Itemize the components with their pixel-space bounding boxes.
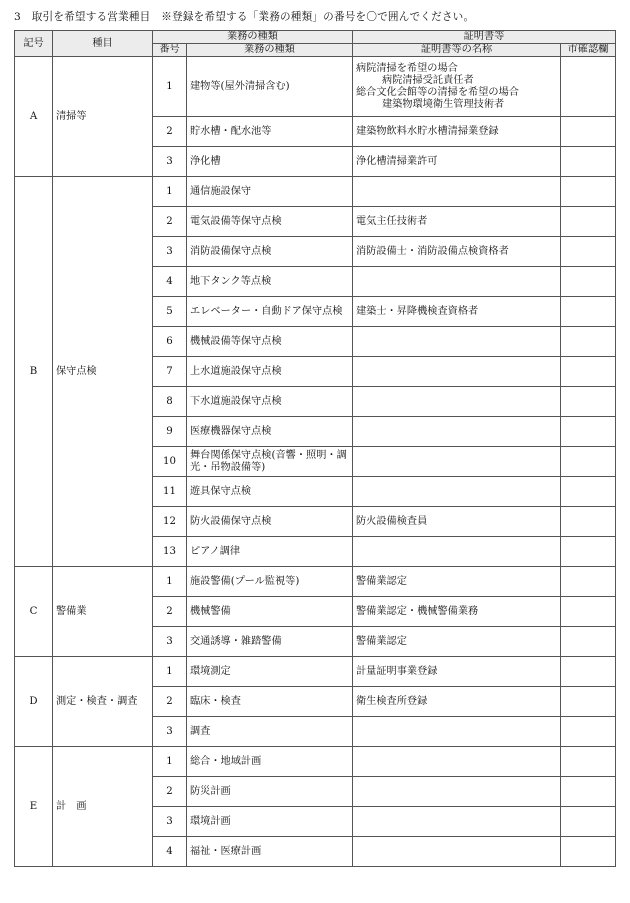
item-number[interactable]: 12 [153, 507, 187, 537]
header-number: 番号 [153, 44, 187, 57]
certificate-line: 浄化槽清掃業許可 [356, 155, 438, 167]
city-check-cell[interactable] [561, 687, 616, 717]
category-code: A [15, 57, 53, 177]
city-check-cell[interactable] [561, 147, 616, 177]
item-number[interactable]: 1 [153, 657, 187, 687]
certificate-name [353, 327, 561, 357]
certificate-line: 総合文化会館等の清掃を希望の場合 [356, 86, 519, 98]
business-type: 通信施設保守 [187, 177, 353, 207]
city-check-cell[interactable] [561, 357, 616, 387]
certificate-name [353, 297, 561, 327]
city-check-cell[interactable] [561, 717, 616, 747]
city-check-cell[interactable] [561, 597, 616, 627]
item-number[interactable]: 3 [153, 717, 187, 747]
business-type: 舞台関係保守点検(音響・照明・調光・吊物設備等) [187, 447, 353, 477]
city-check-cell[interactable] [561, 207, 616, 237]
city-check-cell[interactable] [561, 417, 616, 447]
city-check-cell[interactable] [561, 237, 616, 267]
header-code: 記号 [15, 31, 53, 57]
category-code: B [15, 177, 53, 567]
section-heading: 3 取引を希望する営業種目 ※登録を希望する「業務の種類」の番号を〇で囲んでください。 [14, 11, 475, 23]
business-type: 上水道施設保守点検 [187, 357, 353, 387]
header-cert-group: 証明書等 [353, 31, 616, 44]
item-number[interactable]: 2 [153, 687, 187, 717]
certificate-name [353, 777, 561, 807]
item-number[interactable]: 8 [153, 387, 187, 417]
certificate-name [353, 687, 561, 717]
table-row [15, 747, 616, 777]
city-check-cell[interactable] [561, 807, 616, 837]
item-number[interactable]: 1 [153, 747, 187, 777]
certificate-name [353, 537, 561, 567]
business-type: 機械設備等保守点検 [187, 327, 353, 357]
header-category: 種目 [53, 31, 153, 57]
category-code: C [15, 567, 53, 657]
header-business-group: 業務の種類 [153, 31, 353, 44]
certificate-name [353, 177, 561, 207]
item-number[interactable]: 11 [153, 477, 187, 507]
table-row [15, 657, 616, 687]
city-check-cell[interactable] [561, 297, 616, 327]
certificate-name [353, 807, 561, 837]
item-number[interactable]: 7 [153, 357, 187, 387]
certificate-line: 建築物飲料水貯水槽清掃業登録 [356, 125, 499, 137]
business-type: エレベーター・自動ドア保守点検 [187, 297, 353, 327]
certificate-name [353, 837, 561, 867]
city-check-cell[interactable] [561, 117, 616, 147]
business-type: 環境測定 [187, 657, 353, 687]
header-business-type: 業務の種類 [187, 44, 353, 57]
item-number[interactable]: 3 [153, 237, 187, 267]
item-number[interactable]: 10 [153, 447, 187, 477]
city-check-cell[interactable] [561, 537, 616, 567]
city-check-cell[interactable] [561, 447, 616, 477]
city-check-cell[interactable] [561, 507, 616, 537]
city-check-cell[interactable] [561, 327, 616, 357]
certificate-line: 病院清掃を希望の場合 [356, 62, 458, 74]
certificate-name [353, 747, 561, 777]
certificate-line: 防火設備検査員 [356, 515, 428, 527]
certificate-line: 建築物環境衛生管理技術者 [382, 98, 505, 110]
item-number[interactable]: 1 [153, 57, 187, 117]
category-code: D [15, 657, 53, 747]
item-number[interactable]: 4 [153, 267, 187, 297]
category-name: 警備業 [53, 567, 153, 657]
item-number[interactable]: 9 [153, 417, 187, 447]
certificate-name [353, 567, 561, 597]
business-type: 福祉・医療計画 [187, 837, 353, 867]
item-number[interactable]: 1 [153, 177, 187, 207]
certificate-line: 衛生検査所登録 [356, 695, 428, 707]
business-type: 防災計画 [187, 777, 353, 807]
business-type: 総合・地域計画 [187, 747, 353, 777]
item-number[interactable]: 2 [153, 597, 187, 627]
item-number[interactable]: 13 [153, 537, 187, 567]
item-number[interactable]: 1 [153, 567, 187, 597]
item-number[interactable]: 3 [153, 627, 187, 657]
item-number[interactable]: 6 [153, 327, 187, 357]
category-name: 測定・検査・調査 [53, 657, 153, 747]
city-check-cell[interactable] [561, 747, 616, 777]
business-type: 環境計画 [187, 807, 353, 837]
city-check-cell[interactable] [561, 567, 616, 597]
certificate-name [353, 147, 561, 177]
business-type: 交通誘導・雑踏警備 [187, 627, 353, 657]
table-row [15, 57, 616, 117]
item-number[interactable]: 5 [153, 297, 187, 327]
business-type: 医療機器保守点検 [187, 417, 353, 447]
business-type: 浄化槽 [187, 147, 353, 177]
item-number[interactable]: 2 [153, 117, 187, 147]
certificate-line: 警備業認定 [356, 635, 407, 647]
city-check-cell[interactable] [561, 387, 616, 417]
category-name: 保守点検 [53, 177, 153, 567]
certificate-name [353, 267, 561, 297]
certificate-line: 警備業認定 [356, 575, 407, 587]
certificate-line: 病院清掃受託責任者 [382, 74, 474, 86]
business-type: 調査 [187, 717, 353, 747]
certificate-name [353, 417, 561, 447]
header-row-top [15, 31, 616, 44]
city-check-cell[interactable] [561, 267, 616, 297]
certificate-name [353, 357, 561, 387]
city-check-cell[interactable] [561, 657, 616, 687]
category-name: 計 画 [53, 747, 153, 867]
business-type: 機械警備 [187, 597, 353, 627]
certificate-line: 消防設備士・消防設備点検資格者 [356, 245, 509, 257]
business-type: 臨床・検査 [187, 687, 353, 717]
business-type: 下水道施設保守点検 [187, 387, 353, 417]
business-type: 建物等(屋外清掃含む) [187, 57, 353, 117]
certificate-name [353, 627, 561, 657]
item-number[interactable]: 4 [153, 837, 187, 867]
city-check-cell[interactable] [561, 627, 616, 657]
city-check-cell[interactable] [561, 777, 616, 807]
business-type: 消防設備保守点検 [187, 237, 353, 267]
certificate-name [353, 387, 561, 417]
certificate-name [353, 447, 561, 477]
business-type: 防火設備保守点検 [187, 507, 353, 537]
item-number[interactable]: 3 [153, 807, 187, 837]
certificate-name [353, 657, 561, 687]
business-type-table [14, 30, 616, 867]
category-code: E [15, 747, 53, 867]
header-city-check: 市確認欄 [561, 44, 616, 57]
city-check-cell[interactable] [561, 837, 616, 867]
business-type: 遊具保守点検 [187, 477, 353, 507]
certificate-line: 警備業認定・機械警備業務 [356, 605, 479, 617]
table-row [15, 177, 616, 207]
business-type: 貯水槽・配水池等 [187, 117, 353, 147]
city-check-cell[interactable] [561, 477, 616, 507]
business-type: 電気設備等保守点検 [187, 207, 353, 237]
table-row [15, 567, 616, 597]
certificate-name [353, 117, 561, 147]
certificate-name [353, 207, 561, 237]
certificate-line: 電気主任技術者 [356, 215, 428, 227]
certificate-name [353, 507, 561, 537]
business-type: 地下タンク等点検 [187, 267, 353, 297]
certificate-name [353, 717, 561, 747]
header-cert-name: 証明書等の名称 [353, 44, 561, 57]
city-check-cell[interactable] [561, 177, 616, 207]
certificate-name [353, 597, 561, 627]
certificate-line: 建築士・昇降機検査資格者 [356, 305, 479, 317]
item-number[interactable]: 2 [153, 207, 187, 237]
certificate-line: 計量証明事業登録 [356, 665, 438, 677]
certificate-name [353, 57, 561, 117]
item-number[interactable]: 2 [153, 777, 187, 807]
business-type: 施設警備(プール監視等) [187, 567, 353, 597]
category-name: 清掃等 [53, 57, 153, 177]
business-type: ピアノ調律 [187, 537, 353, 567]
city-check-cell[interactable] [561, 57, 616, 117]
item-number[interactable]: 3 [153, 147, 187, 177]
certificate-name [353, 237, 561, 267]
certificate-name [353, 477, 561, 507]
